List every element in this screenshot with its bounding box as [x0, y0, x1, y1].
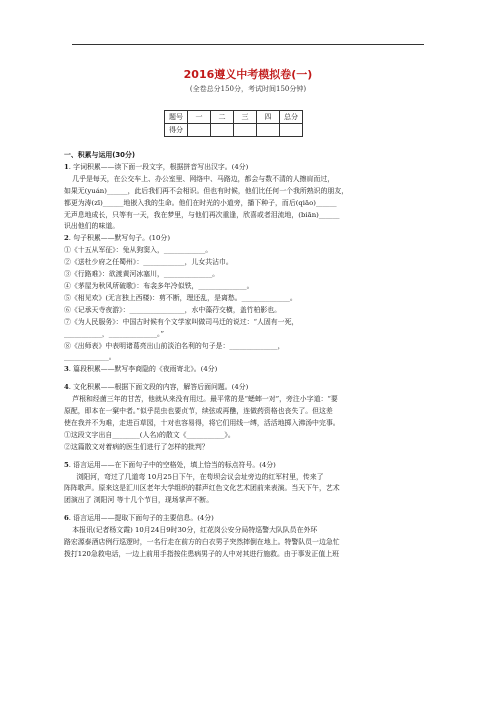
- question-6: [64, 513, 434, 561]
- score-cell: 一: [188, 111, 211, 124]
- text-line: 路宏源泰酒店例行巡逻时，一名行走在前方的白衣男子突然摔倒在地上。特警队员一边急忙: [64, 538, 340, 547]
- section-heading: 一、积累与运用(30分): [64, 151, 136, 159]
- text-line: 无声息地成长，只等有一天，我在梦里，与他们再次重逢，欣喜或者泪流地，(biān)______: [64, 210, 340, 219]
- text-line: _____________。: [64, 353, 116, 362]
- question-stem-text: . 篇段积累——默写李商隐的《夜雨寄北》。(4分): [68, 365, 218, 374]
- text-line: ②《送杜少府之任蜀州》：____________，儿女共沾巾。: [64, 258, 233, 267]
- question-number: 5: [64, 460, 69, 469]
- question-5: [64, 460, 434, 508]
- score-cell: [280, 124, 303, 137]
- question-stem-text: . 文化积累——根据下面文段的内容，解答后面问题。(4分): [68, 383, 249, 392]
- score-table-header-row: [165, 111, 303, 124]
- score-cell: [257, 124, 280, 137]
- score-cell: [211, 124, 234, 137]
- score-cell: 三: [234, 111, 257, 124]
- text-line: ⑤《相见欢》(无言独上西楼)：剪不断，理还乱，是离愁。______________。: [64, 293, 297, 302]
- text-line: ①这段文字出自________(人名)的散文《___________》。: [64, 430, 235, 439]
- text-line: 原配，即本在一窠中者。”似乎昆虫也要贞节，续弦或再醮，连做药资格也丧失了。但这差: [64, 407, 333, 416]
- text-line: 阵阵歌声。原来这是汇川区老年大学组织的群声红色文化艺术团前来表演。当天下午，艺术: [64, 484, 340, 493]
- score-table: [164, 110, 303, 137]
- question-stem-text: . 语言运用——提取下面句子的主要信息。(4分): [68, 514, 214, 523]
- text-line: ⑦《为人民服务》：中国古时候有个文学家叫做司马迁的说过：“人固有一死，: [64, 317, 299, 326]
- score-cell: 二: [211, 111, 234, 124]
- text-line: 使在我并不为难，走进百草园，十对也容易得，将它们用线一缚，活活地掷入沸汤中完事。: [64, 418, 340, 427]
- score-cell: 题号: [165, 111, 188, 124]
- question-stem: [64, 513, 434, 525]
- text-line: ③《行路难》：欲渡黄河冰塞川，______________。: [64, 270, 220, 279]
- text-line: ⑧《出师表》中表明诸葛亮出山前淡泊名利的句子是：______________，: [64, 341, 285, 350]
- question-stem-text: . 语言运用——在下面句子中的空格处，填上恰当的标点符号。(4分): [68, 460, 276, 469]
- score-table-score-row: [165, 124, 303, 137]
- text-line: 如果无(yuán)______，此后我们再不会相识。但也有时候，他们比任何一个我所熟识的朋友，: [64, 186, 349, 195]
- question-number: 2: [64, 234, 69, 243]
- question-number: 4: [64, 383, 69, 392]
- score-cell: [188, 124, 211, 137]
- question-number: 1: [64, 162, 69, 171]
- question-2: [64, 233, 434, 364]
- question-stem: [64, 233, 434, 245]
- score-cell: 四: [257, 111, 280, 124]
- text-line: ①《十五从军征》：兔从狗窦入，____________。: [64, 246, 213, 255]
- score-cell: 得分: [165, 124, 188, 137]
- exam-content: [64, 150, 434, 561]
- text-line: 拨打120急救电话，一边上前用手指按住患病男子的人中对其进行施救。由于事发正值上班: [64, 550, 339, 558]
- score-cell: [234, 124, 257, 137]
- text-line: ___________，______________。”: [64, 329, 164, 338]
- exam-title: 2016遵义中考模拟卷(一): [183, 68, 313, 81]
- question-3: [64, 364, 434, 376]
- question-stem: [64, 364, 434, 376]
- question-stem-text: . 句子积累——默写句子。(10分): [68, 234, 171, 243]
- text-line: ②这篇散文对着病的医生们进行了怎样的批判？: [64, 442, 209, 451]
- text-line: 识出他们的味道。: [64, 222, 120, 231]
- text-line: 本报讯(记者杨文霞) 10月24日9时30分，红花岗公安分局特巡警大队队员在外环: [72, 526, 318, 535]
- score-cell: 总分: [280, 111, 303, 124]
- text-line: 几乎是每天，在公交车上、办公室里、网络中、马路边，都会与数不清的人擦肩而过，: [72, 174, 335, 183]
- question-number: 3: [64, 365, 69, 374]
- question-stem: [64, 460, 434, 472]
- question-stem: [64, 162, 434, 174]
- text-line: 都更为涛(zī)______地嵌入我的生命。他们在时光的小道旁，播下种子，而后(qiāo)______: [64, 198, 337, 207]
- question-number: 6: [64, 514, 69, 523]
- header-rule: [72, 44, 424, 45]
- text-line: ⑥《记承天寺夜游》：________________，水中藻荇交横，盖竹柏影也。: [64, 305, 282, 314]
- question-stem: [64, 382, 434, 394]
- text-line: 浏阳河，弯过了几道弯 10月25日下午，在苟坝会议会址旁边的红军村里，传来了: [76, 472, 324, 481]
- question-4: [64, 382, 434, 453]
- question-1: [64, 162, 434, 233]
- text-line: 团演出了 浏阳河 等十几个节目，现场掌声不断。: [64, 496, 214, 505]
- text-line: ④《茅屋为秋风所破歌》：布衾多年冷似铁，______________。: [64, 281, 254, 290]
- question-stem-text: . 字词积累——读下面一段文字，根据拼音写出汉字。(4分): [68, 162, 249, 171]
- text-line: 芦根和经菌三年的甘苦，他就从来没有用过。最平常的是“蟋蟀一对”，旁注小字道：“要: [72, 395, 338, 404]
- exam-subtitle: (全卷总分150分，考试时间150分钟): [189, 85, 307, 93]
